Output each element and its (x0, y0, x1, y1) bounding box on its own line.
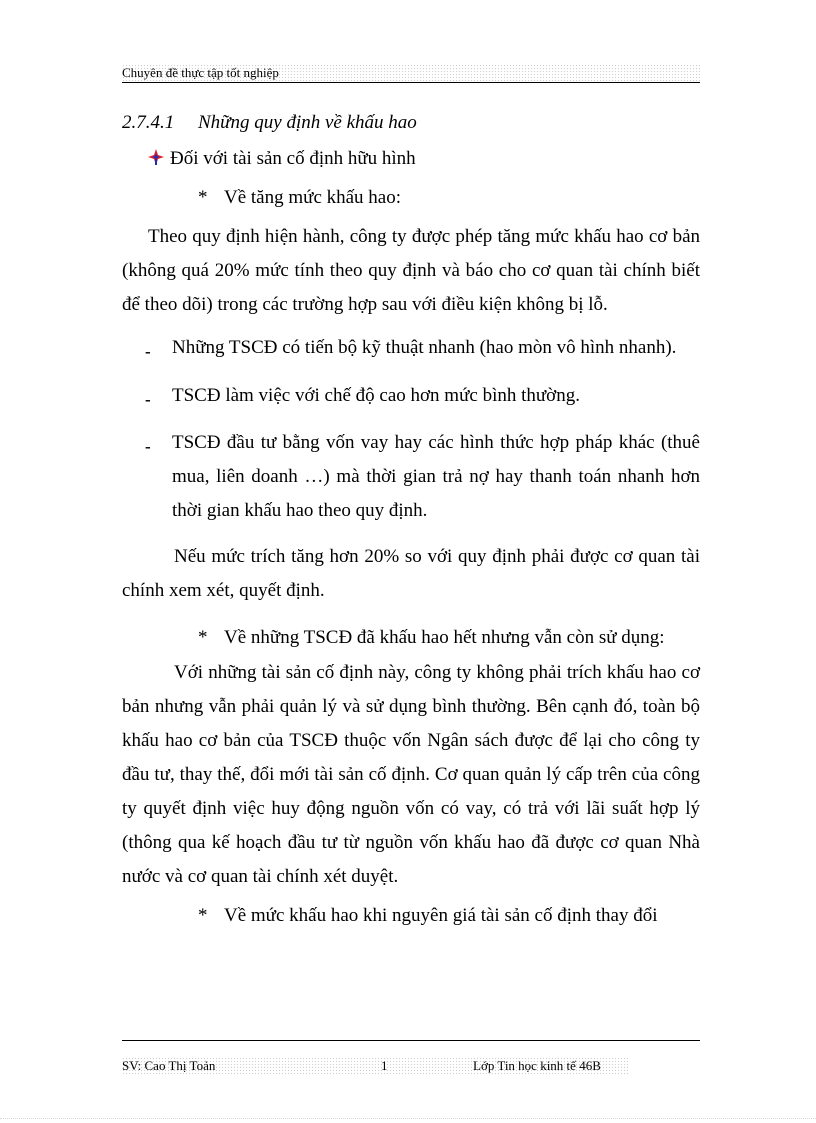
dash-marker: - (145, 342, 151, 361)
footer-class: Lớp Tin học kinh tế 46B (473, 1058, 601, 1073)
list-item-text: TSCĐ làm việc với chế độ cao hơn mức bình thường. (172, 385, 580, 406)
footer-page-number: 1 (381, 1058, 388, 1073)
paragraph-2: Nếu mức trích tăng hơn 20% so với quy định phải được cơ quan tài chính xem xét, quyết định. (122, 546, 700, 601)
star-marker: * (198, 187, 208, 208)
section-heading (122, 112, 417, 134)
dash-marker: - (145, 437, 151, 456)
section-number: 2.7.4.1 (122, 112, 175, 133)
subheading-text: Đối với tài sản cố định hữu hình (170, 148, 416, 169)
paragraph-3: Với những tài sản cố định này, công ty không phải trích khấu hao cơ bản nhưng vẫn phải quản lý và sử dụng bình thường. Bên cạnh đó, toàn bộ khấu hao cơ bản của TSCĐ thuộc vốn Ngân sách được để lại cho công ty đầu tư, thay thế, đổi mới tài sản cố định. Cơ quan quản lý cấp trên của công ty quyết định việc huy động nguồn vốn có vay, có trả với lãi suất hợp lý (thông qua kế hoạch đầu tư từ nguồn vốn khấu hao đã được cơ quan Nhà nước và cơ quan tài chính xét duyệt. (122, 662, 700, 887)
list-item (145, 331, 700, 365)
star-heading-2-text: Về những TSCĐ đã khấu hao hết nhưng vẫn còn sử dụng: (224, 627, 665, 648)
list-item-text: Những TSCĐ có tiến bộ kỹ thuật nhanh (hao mòn vô hình nhanh). (172, 337, 677, 358)
header-title: Chuyên đề thực tập tốt nghiệp (122, 65, 279, 80)
page-edge (0, 1118, 816, 1119)
section-title: Những quy định về khấu hao (198, 112, 417, 133)
star-heading-3-text: Về mức khấu hao khi nguyên giá tài sản cố định thay đổi (224, 905, 658, 926)
star-heading-1-text: Về tăng mức khấu hao: (224, 187, 402, 208)
dash-marker: - (145, 390, 151, 409)
star-marker: * (198, 905, 208, 926)
list-item (145, 426, 700, 528)
page-header (122, 64, 700, 81)
star-heading-2 (198, 627, 665, 649)
paragraph-1: Theo quy định hiện hành, công ty được phép tăng mức khấu hao cơ bản (không quá 20% mức tính theo quy định và báo cho cơ quan tài chính biết để theo dõi) trong các trường hợp sau với điều kiện không bị lỗ. (122, 226, 700, 315)
page-footer (122, 1057, 628, 1075)
star-marker: * (198, 627, 208, 648)
list-item-text: TSCĐ đầu tư bằng vốn vay hay các hình thức hợp pháp khác (thuê mua, liên doanh …) mà thời gian trả nợ hay thanh toán nhanh hơn thời gian khấu hao theo quy định. (172, 432, 700, 521)
header-rule (122, 82, 700, 83)
list-item (145, 379, 700, 413)
subheading (148, 148, 416, 170)
footer-rule (122, 1040, 700, 1041)
star-heading-3 (198, 905, 657, 927)
star-heading-1 (198, 187, 401, 209)
footer-student: SV: Cao Thị Toản (122, 1058, 216, 1073)
four-point-star-bullet-icon (148, 149, 164, 165)
